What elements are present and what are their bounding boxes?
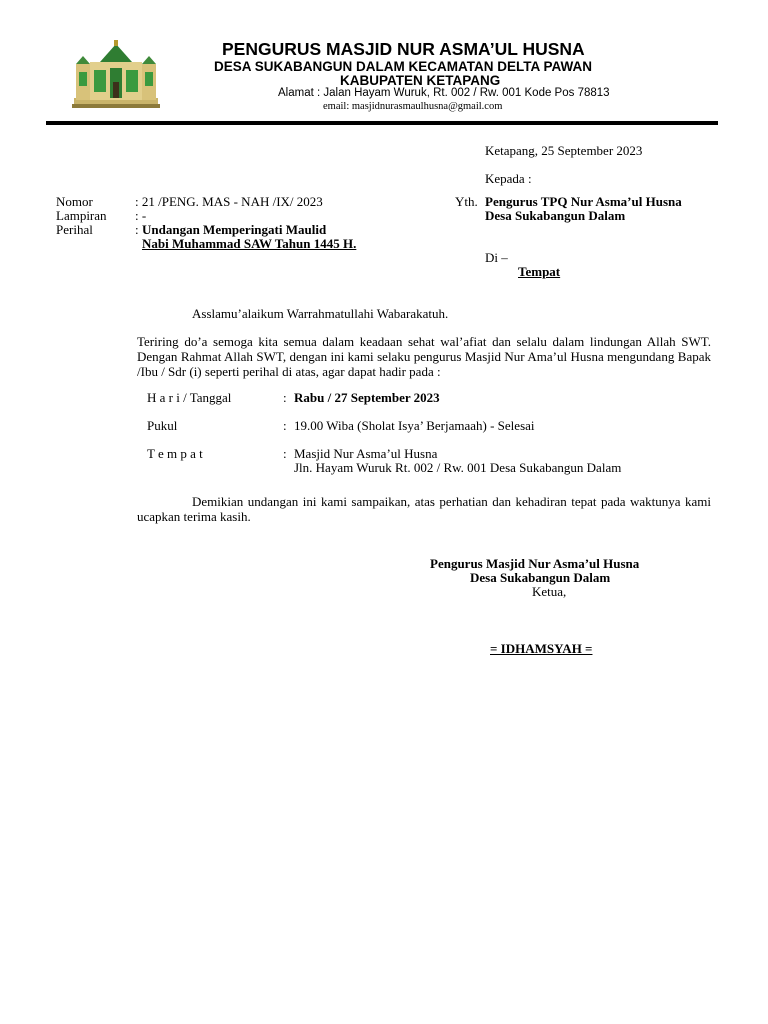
detail-colon-tempat: : — [283, 446, 287, 461]
detail-colon-pukul: : — [283, 418, 287, 433]
detail-label-hari: H a r i / Tanggal — [147, 390, 232, 405]
lampiran-value: : - — [135, 208, 147, 223]
nomor-value: : 21 /PENG. MAS - NAH /IX/ 2023 — [135, 194, 323, 209]
signature-role: Ketua, — [532, 584, 567, 599]
detail-label-tempat: T e m p a t — [147, 446, 203, 461]
detail-colon-hari: : — [283, 390, 287, 405]
recipient-place: Desa Sukabangun Dalam — [485, 208, 626, 223]
date-line: Ketapang, 25 September 2023 — [485, 143, 643, 158]
signature-name: = IDHAMSYAH = — [490, 641, 593, 656]
recipient-name: Pengurus TPQ Nur Asma’ul Husna — [485, 194, 682, 209]
nomor-label: Nomor — [56, 194, 93, 209]
letterhead-rule — [46, 121, 718, 125]
kepada-label: Kepada : — [485, 171, 532, 186]
mosque-logo-icon — [70, 38, 162, 110]
org-village-district: DESA SUKABANGUN DALAM KECAMATAN DELTA PAWAN — [214, 59, 592, 74]
closing-paragraph: Demikian undangan ini kami sampaikan, atas perhatian dan kehadiran tepat pada waktunya kami ucapkan terima kasih. — [137, 494, 711, 524]
perihal-line-2: Nabi Muhammad SAW Tahun 1445 H. — [142, 236, 357, 251]
tempat-label: Tempat — [518, 264, 561, 279]
perihal-colon: : — [135, 222, 139, 237]
yth-label: Yth. — [455, 194, 478, 209]
detail-label-pukul: Pukul — [147, 418, 178, 433]
signature-org: Pengurus Masjid Nur Asma’ul Husna — [430, 556, 640, 571]
org-address: Alamat : Jalan Hayam Wuruk, Rt. 002 / Rw. 001 Kode Pos 78813 — [278, 87, 610, 99]
org-name: PENGURUS MASJID NUR ASMA’UL HUSNA — [222, 39, 585, 59]
detail-value-tempat: Masjid Nur Asma’ul Husna — [294, 446, 438, 461]
lampiran-label: Lampiran — [56, 208, 107, 223]
intro-paragraph: Teriring do’a semoga kita semua dalam keadaan sehat wal’afiat dan selalu dalam lindungan Allah SWT. Dengan Rahmat Allah SWT, dengan ini kami selaku pengurus Masjid Nur Ama’ul Husna mengundang Bapak /Ibu / Sdr (i) seperti perihal di atas, agar dapat hadir pada : — [137, 334, 711, 379]
org-email: email: masjidnurasmaulhusna@gmail.com — [323, 101, 503, 112]
detail-value-pukul: 19.00 Wiba (Sholat Isya’ Berjamaah) - Selesai — [294, 418, 535, 433]
perihal-line-1: Undangan Memperingati Maulid — [142, 222, 327, 237]
signature-village: Desa Sukabangun Dalam — [470, 570, 611, 585]
detail-value-tempat-address: Jln. Hayam Wuruk Rt. 002 / Rw. 001 Desa Sukabangun Dalam — [294, 460, 622, 475]
greeting: Asslamu’alaikum Warrahmatullahi Wabarakatuh. — [192, 306, 449, 321]
org-regency: KABUPATEN KETAPANG — [340, 73, 501, 88]
perihal-label: Perihal — [56, 222, 93, 237]
di-label: Di – — [485, 250, 508, 265]
detail-value-hari: Rabu / 27 September 2023 — [294, 390, 440, 405]
